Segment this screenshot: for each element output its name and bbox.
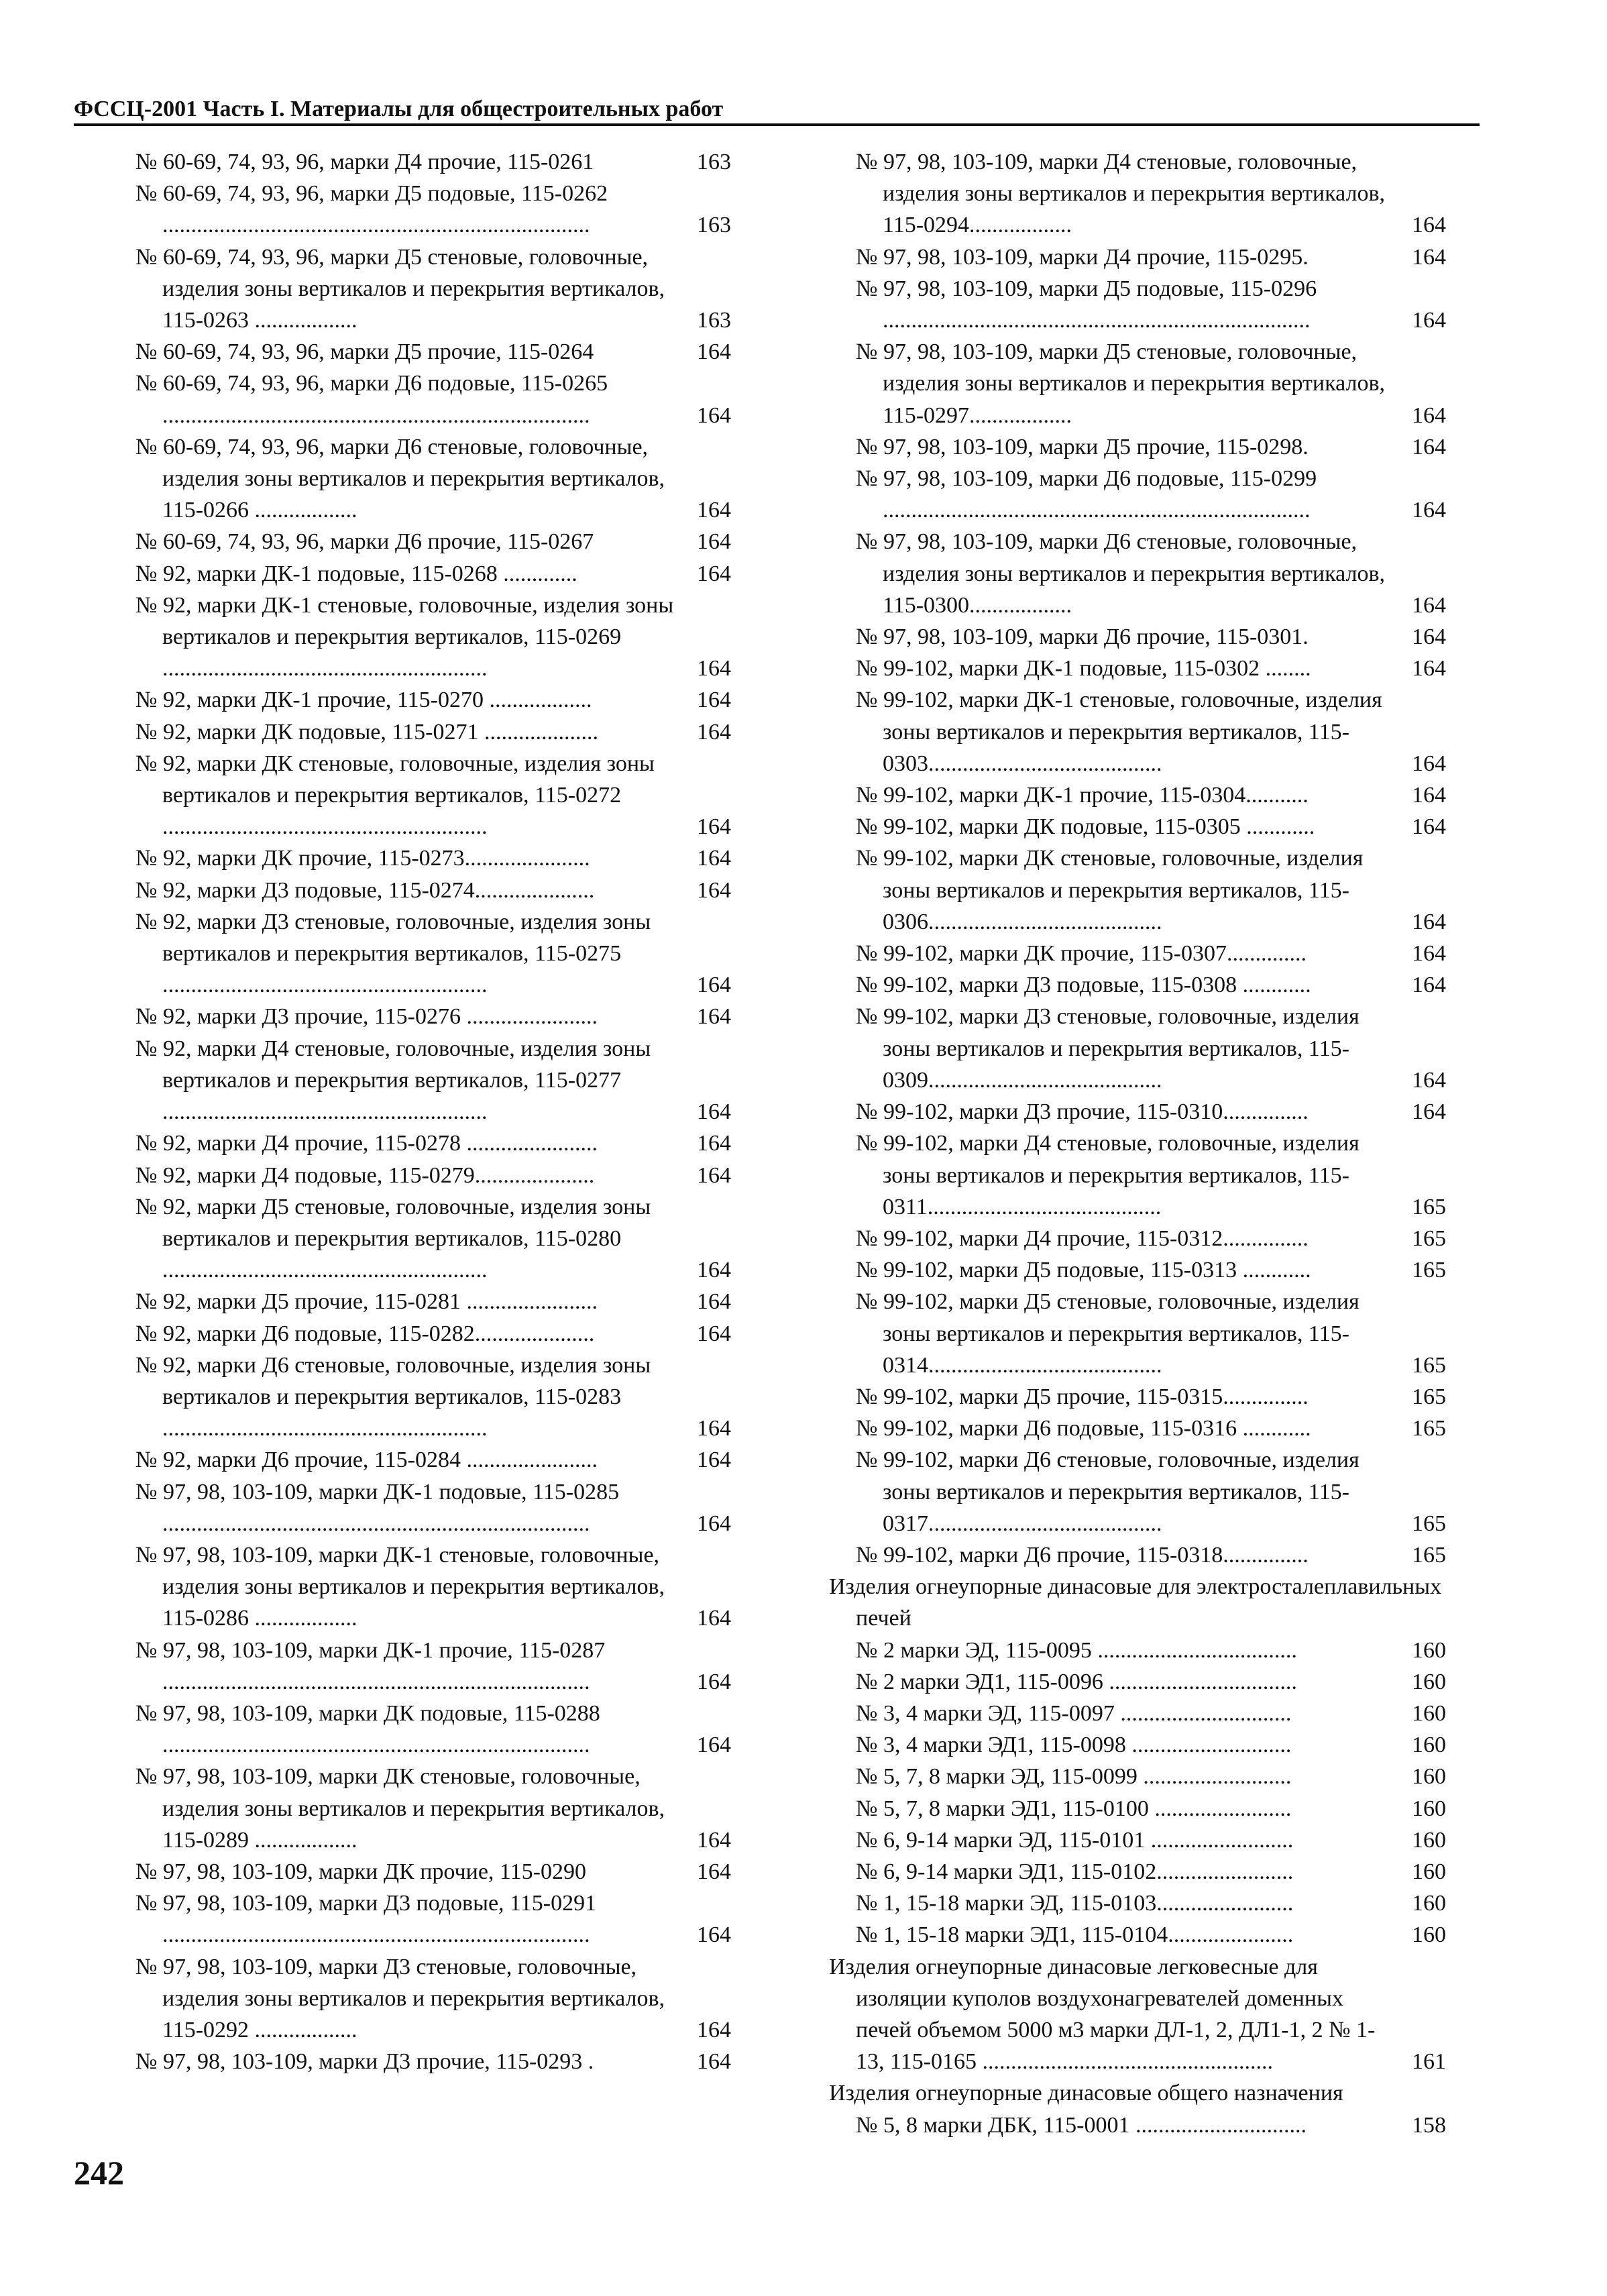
entry-page-number: 164 — [697, 2017, 731, 2042]
index-entry — [135, 1128, 731, 1159]
entry-page-number: 164 — [1412, 783, 1446, 808]
entry-text: № 97, 98, 103-109, марки ДК подовые, 115-0288 ........................................................................... — [135, 1700, 600, 1758]
entry-text: № 97, 98, 103-109, марки ДК-1 подовые, 115-0285 ........................................................................... — [135, 1479, 620, 1536]
entry-page-number: 164 — [697, 688, 731, 713]
entry-text: № 60-69, 74, 93, 96, марки Д6 прочие, 115-0267 — [135, 529, 594, 555]
entry-page-number: 164 — [697, 1258, 731, 1283]
entry-page-number: 164 — [697, 1447, 731, 1473]
entry-text: № 5, 7, 8 марки ЭД, 115-0099 .......................... — [856, 1764, 1292, 1790]
entry-text: № 92, марки Д3 стеновые, головочные, изделия зоны вертикалов и перекрытия вертикалов, 115-0275 ......................................................... — [135, 909, 651, 998]
index-entry — [135, 241, 731, 337]
entry-text: № 97, 98, 103-109, марки Д5 прочие, 115-0298. — [856, 434, 1309, 459]
entry-text: № 99-102, марки Д5 подовые, 115-0313 ............ — [856, 1258, 1311, 1283]
entry-page-number: 164 — [697, 656, 731, 681]
entry-text: № 99-102, марки Д5 стеновые, головочные, изделия зоны вертикалов и перекрытия вертикалов, 115-0314......................................... — [856, 1289, 1360, 1378]
entry-page-number: 158 — [1412, 2112, 1446, 2138]
index-entry — [829, 1698, 1446, 1729]
entry-page-number: 165 — [1412, 1225, 1446, 1251]
entry-page-number: 164 — [697, 1321, 731, 1346]
entry-text: № 60-69, 74, 93, 96, марки Д5 прочие, 115-0264 — [135, 339, 594, 365]
index-entry — [829, 684, 1446, 779]
entry-page-number: 164 — [1412, 909, 1446, 934]
header-title: ФССЦ-2001 Часть I. Материалы для общестроительных работ — [74, 97, 724, 121]
index-entry — [829, 1096, 1446, 1128]
index-entry — [829, 1286, 1446, 1381]
entry-page-number: 164 — [697, 402, 731, 428]
entry-text: № 92, марки Д5 прочие, 115-0281 ....................... — [135, 1289, 598, 1315]
index-entry — [829, 1951, 1446, 2078]
entry-text: № 99-102, марки Д5 прочие, 115-0315............... — [856, 1384, 1309, 1409]
index-entry — [829, 146, 1446, 241]
entry-page-number: 164 — [697, 846, 731, 871]
entry-page-number: 160 — [1412, 1733, 1446, 1758]
index-entry — [829, 1254, 1446, 1286]
entry-page-number: 160 — [1412, 1669, 1446, 1694]
entry-page-number: 165 — [1412, 1194, 1446, 1219]
index-entry — [135, 1539, 731, 1635]
entry-text: № 92, марки Д4 прочие, 115-0278 ....................... — [135, 1131, 598, 1156]
index-entry — [829, 1223, 1446, 1254]
entry-page-number: 164 — [697, 1859, 731, 1884]
entry-text: № 99-102, марки Д3 стеновые, головочные, изделия зоны вертикалов и перекрытия вертикалов, 115-0309......................................... — [856, 1004, 1360, 1093]
entry-text: № 97, 98, 103-109, марки Д3 прочие, 115-0293 . — [135, 2049, 594, 2075]
index-entry — [829, 779, 1446, 811]
entry-text: Изделия огнеупорные динасовые для электросталеплавильных печей — [829, 1574, 1442, 1631]
index-entry — [135, 1191, 731, 1287]
entry-page-number: 164 — [697, 1669, 731, 1694]
entry-page-number: 164 — [1412, 1099, 1446, 1125]
entry-page-number: 164 — [697, 1162, 731, 1188]
entry-text: № 99-102, марки Д4 прочие, 115-0312............... — [856, 1225, 1309, 1251]
entry-page-number: 164 — [1412, 498, 1446, 523]
index-entry — [829, 1001, 1446, 1096]
entry-text: № 92, марки Д5 стеновые, головочные, изделия зоны вертикалов и перекрытия вертикалов, 115-0280 ......................................................... — [135, 1194, 651, 1283]
entry-page-number: 164 — [1412, 244, 1446, 270]
entry-text: № 99-102, марки Д4 стеновые, головочные, изделия зоны вертикалов и перекрытия вертикалов, 115-0311......................................... — [856, 1131, 1360, 1219]
entry-text: Изделия огнеупорные динасовые легковесные для изоляции куполов воздухонагревателей доменных печей объемом 5000 м3 марки ДЛ-1, 2, ДЛ1-1, 2 № 1-13, 115-0165 ................................................... — [829, 1954, 1376, 2075]
entry-text: № 99-102, марки ДК стеновые, головочные, изделия зоны вертикалов и перекрытия вертикалов, 115-0306......................................... — [856, 846, 1364, 934]
entry-page-number: 164 — [697, 814, 731, 840]
index-entry — [829, 969, 1446, 1001]
entry-text: № 99-102, марки Д6 подовые, 115-0316 ............ — [856, 1416, 1311, 1441]
entry-text: № 97, 98, 103-109, марки Д6 подовые, 115-0299 ........................................................................... — [856, 466, 1317, 523]
index-entry — [829, 1793, 1446, 1824]
index-entry — [135, 590, 731, 685]
entry-text: № 99-102, марки Д3 подовые, 115-0308 ............ — [856, 973, 1311, 998]
entry-page-number: 160 — [1412, 1637, 1446, 1663]
entry-page-number: 165 — [1412, 1511, 1446, 1536]
entry-page-number: 164 — [697, 877, 731, 903]
entry-text: № 97, 98, 103-109, марки Д4 прочие, 115-0295. — [856, 244, 1309, 270]
page-header — [74, 89, 1480, 126]
index-entry — [829, 431, 1446, 463]
index-entry — [135, 1033, 731, 1128]
entry-text: № 97, 98, 103-109, марки Д6 стеновые, головочные, изделия зоны вертикалов и перекрытия вертикалов, 115-0300.................. — [856, 529, 1386, 618]
entry-page-number: 165 — [1412, 1258, 1446, 1283]
entry-text: № 1, 15-18 марки ЭД1, 115-0104...................... — [856, 1922, 1294, 1948]
index-entry — [135, 1160, 731, 1191]
index-entry — [135, 1286, 731, 1317]
index-entry — [829, 1888, 1446, 1919]
index-entry — [135, 336, 731, 368]
index-entry — [829, 1729, 1446, 1761]
index-entry — [135, 1318, 731, 1350]
entry-text: № 60-69, 74, 93, 96, марки Д5 стеновые, головочные, изделия зоны вертикалов и перекрытия вертикалов, 115-0263 .................. — [135, 244, 665, 333]
index-entry — [829, 1444, 1446, 1539]
entry-page-number: 164 — [697, 1827, 731, 1853]
index-entry — [135, 146, 731, 178]
entry-page-number: 165 — [1412, 1352, 1446, 1378]
index-entry — [135, 875, 731, 906]
entry-text: № 60-69, 74, 93, 96, марки Д5 подовые, 115-0262 ........................................................................... — [135, 181, 608, 238]
entry-text: № 92, марки Д3 прочие, 115-0276 ....................... — [135, 1004, 598, 1030]
index-entry — [829, 938, 1446, 969]
entry-page-number: 164 — [697, 529, 731, 555]
index-entry — [829, 336, 1446, 431]
entry-page-number: 160 — [1412, 1764, 1446, 1790]
entry-page-number: 164 — [697, 561, 731, 586]
entry-text: № 1, 15-18 марки ЭД, 115-0103........................ — [856, 1891, 1294, 1916]
entry-text: № 92, марки Д6 стеновые, головочные, изделия зоны вертикалов и перекрытия вертикалов, 115-0283 ......................................................... — [135, 1352, 651, 1441]
entry-text: № 99-102, марки Д6 стеновые, головочные, изделия зоны вертикалов и перекрытия вертикалов, 115-0317......................................... — [856, 1447, 1360, 1536]
entry-page-number: 163 — [697, 150, 731, 174]
index-entry — [829, 2077, 1446, 2109]
index-entry — [135, 906, 731, 1001]
index-entry — [135, 558, 731, 590]
entry-page-number: 165 — [1412, 1416, 1446, 1441]
entry-page-number: 165 — [1412, 1542, 1446, 1568]
index-entry — [829, 241, 1446, 273]
entry-page-number: 164 — [1412, 656, 1446, 681]
entry-page-number: 164 — [1412, 751, 1446, 776]
entry-text: № 99-102, марки Д6 прочие, 115-0318............... — [856, 1542, 1309, 1568]
index-entry — [135, 716, 731, 748]
entry-text: № 99-102, марки ДК-1 подовые, 115-0302 ........ — [856, 656, 1311, 681]
entry-page-number: 164 — [697, 1131, 731, 1156]
index-entry — [829, 1571, 1446, 1634]
index-entry — [135, 1856, 731, 1888]
entry-text: № 3, 4 марки ЭД, 115-0097 .............................. — [856, 1700, 1292, 1726]
entry-text: № 99-102, марки ДК прочие, 115-0307.............. — [856, 941, 1307, 967]
index-entry — [829, 653, 1446, 684]
index-entry — [829, 526, 1446, 621]
entry-page-number: 164 — [697, 1733, 731, 1758]
entry-page-number: 164 — [1412, 624, 1446, 650]
index-entry — [829, 1635, 1446, 1666]
entry-text: № 2 марки ЭД, 115-0095 ................................... — [856, 1637, 1297, 1663]
index-entry — [135, 1888, 731, 1951]
entry-text: № 97, 98, 103-109, марки ДК стеновые, головочные, изделия зоны вертикалов и перекрытия вертикалов, 115-0289 .................. — [135, 1764, 665, 1853]
entry-page-number: 160 — [1412, 1827, 1446, 1853]
entry-text: № 5, 7, 8 марки ЭД1, 115-0100 ........................ — [856, 1796, 1292, 1821]
entry-text: № 60-69, 74, 93, 96, марки Д6 подовые, 115-0265 ........................................................................... — [135, 371, 608, 428]
index-entry — [829, 463, 1446, 526]
index-entry — [829, 1856, 1446, 1888]
entry-page-number: 164 — [697, 973, 731, 998]
index-entry — [829, 842, 1446, 938]
index-entry — [829, 811, 1446, 842]
entry-text: № 60-69, 74, 93, 96, марки Д4 прочие, 115-0261 — [135, 150, 594, 174]
entry-page-number: 160 — [1412, 1922, 1446, 1948]
entry-page-number: 160 — [1412, 1700, 1446, 1726]
entry-text: № 92, марки Д6 подовые, 115-0282..................... — [135, 1321, 595, 1346]
index-entry — [135, 368, 731, 431]
entry-text: № 97, 98, 103-109, марки Д4 стеновые, головочные, изделия зоны вертикалов и перекрытия вертикалов, 115-0294.................. — [856, 150, 1386, 238]
right-index-column — [829, 146, 1446, 2141]
entry-text: № 92, марки Д4 подовые, 115-0279..................... — [135, 1162, 595, 1188]
entry-text: № 92, марки ДК стеновые, головочные, изделия зоны вертикалов и перекрытия вертикалов, 115-0272 ......................................................... — [135, 751, 655, 840]
entry-text: № 97, 98, 103-109, марки Д6 прочие, 115-0301. — [856, 624, 1309, 650]
entry-text: № 92, марки Д4 стеновые, головочные, изделия зоны вертикалов и перекрытия вертикалов, 115-0277 ......................................................... — [135, 1036, 651, 1125]
entry-page-number: 164 — [697, 1606, 731, 1631]
index-entry — [135, 1444, 731, 1476]
index-entry — [135, 1698, 731, 1761]
entry-text: № 92, марки Д3 подовые, 115-0274..................... — [135, 877, 595, 903]
entry-text: № 6, 9-14 марки ЭД1, 115-0102........................ — [856, 1859, 1294, 1884]
entry-page-number: 164 — [1412, 814, 1446, 840]
entry-text: № 97, 98, 103-109, марки ДК-1 стеновые, головочные, изделия зоны вертикалов и перекрытия вертикалов, 115-0286 .................. — [135, 1542, 665, 1631]
index-entry — [135, 1951, 731, 2046]
index-entry — [135, 431, 731, 527]
entry-text: № 99-102, марки Д3 прочие, 115-0310............... — [856, 1099, 1309, 1125]
index-entry — [135, 526, 731, 557]
entry-text: № 92, марки ДК-1 подовые, 115-0268 ............. — [135, 561, 577, 586]
entry-text: № 92, марки ДК подовые, 115-0271 .................... — [135, 719, 598, 745]
entry-page-number: 164 — [697, 1416, 731, 1441]
entry-text: № 92, марки ДК-1 прочие, 115-0270 .................. — [135, 688, 592, 713]
entry-page-number: 164 — [1412, 308, 1446, 333]
entry-page-number: 164 — [1412, 434, 1446, 459]
index-entry — [829, 621, 1446, 653]
index-entry — [135, 1476, 731, 1539]
entry-page-number: 164 — [1412, 941, 1446, 967]
entry-page-number: 164 — [697, 2049, 731, 2075]
entry-page-number: 165 — [1412, 1384, 1446, 1409]
entry-text: № 97, 98, 103-109, марки Д5 стеновые, головочные, изделия зоны вертикалов и перекрытия вертикалов, 115-0297.................. — [856, 339, 1386, 428]
entry-text: № 99-102, марки ДК-1 прочие, 115-0304........... — [856, 783, 1309, 808]
entry-text: Изделия огнеупорные динасовые общего назначения — [829, 2081, 1343, 2106]
entry-page-number: 164 — [1412, 402, 1446, 428]
index-entry — [135, 2046, 731, 2077]
entry-page-number: 164 — [697, 1099, 731, 1125]
index-entry — [135, 1635, 731, 1698]
index-entry — [135, 1761, 731, 1856]
entry-page-number: 160 — [1412, 1796, 1446, 1821]
index-entry — [829, 1666, 1446, 1698]
index-entry — [829, 1824, 1446, 1856]
index-entry — [829, 273, 1446, 336]
entry-text: № 2 марки ЭД1, 115-0096 ................................. — [856, 1669, 1297, 1694]
entry-text: № 92, марки ДК-1 стеновые, головочные, изделия зоны вертикалов и перекрытия вертикалов, 115-0269 ......................................................... — [135, 592, 674, 681]
entry-text: № 3, 4 марки ЭД1, 115-0098 ............................ — [856, 1733, 1292, 1758]
entry-page-number: 164 — [697, 1511, 731, 1536]
entry-text: № 97, 98, 103-109, марки Д3 стеновые, головочные, изделия зоны вертикалов и перекрытия вертикалов, 115-0292 .................. — [135, 1954, 665, 2042]
entry-page-number: 164 — [697, 498, 731, 523]
index-entry — [829, 1413, 1446, 1444]
index-entry — [829, 1919, 1446, 1951]
index-entry — [829, 1539, 1446, 1571]
entry-text: № 92, марки Д6 прочие, 115-0284 ....................... — [135, 1447, 598, 1473]
index-entry — [829, 1128, 1446, 1223]
index-entry — [135, 1350, 731, 1445]
entry-text: № 99-102, марки ДК-1 стеновые, головочные, изделия зоны вертикалов и перекрытия вертикалов, 115-0303......................................... — [856, 688, 1382, 776]
index-entry — [135, 1001, 731, 1032]
entry-page-number: 164 — [697, 1004, 731, 1030]
left-index-column — [135, 146, 731, 2077]
page-number: 242 — [74, 2154, 124, 2191]
entry-page-number: 164 — [697, 719, 731, 745]
entry-text: № 97, 98, 103-109, марки ДК-1 прочие, 115-0287 ........................................................................... — [135, 1637, 606, 1694]
index-entry — [829, 1381, 1446, 1413]
entry-text: № 92, марки ДК прочие, 115-0273...................... — [135, 846, 590, 871]
entry-page-number: 161 — [1412, 2049, 1446, 2075]
entry-page-number: 163 — [697, 308, 731, 333]
entry-page-number: 164 — [697, 1922, 731, 1948]
entry-page-number: 164 — [697, 339, 731, 365]
entry-page-number: 163 — [697, 213, 731, 238]
entry-page-number: 160 — [1412, 1891, 1446, 1916]
entry-text: № 97, 98, 103-109, марки ДК прочие, 115-0290 — [135, 1859, 586, 1884]
entry-text: № 6, 9-14 марки ЭД, 115-0101 ......................... — [856, 1827, 1294, 1853]
entry-page-number: 164 — [1412, 1067, 1446, 1093]
entry-text: № 99-102, марки ДК подовые, 115-0305 ............ — [856, 814, 1315, 840]
entry-page-number: 164 — [1412, 213, 1446, 238]
entry-page-number: 160 — [1412, 1859, 1446, 1884]
entry-page-number: 164 — [1412, 592, 1446, 618]
entry-page-number: 164 — [1412, 973, 1446, 998]
index-entry — [135, 748, 731, 843]
index-entry — [135, 684, 731, 716]
entry-text: № 97, 98, 103-109, марки Д3 подовые, 115-0291 ........................................................................... — [135, 1891, 597, 1948]
entry-text: № 97, 98, 103-109, марки Д5 подовые, 115-0296 ........................................................................... — [856, 276, 1317, 333]
index-entry — [829, 2110, 1446, 2141]
entry-text: № 5, 8 марки ДБК, 115-0001 .............................. — [856, 2112, 1307, 2138]
index-entry — [829, 1761, 1446, 1792]
index-entry — [135, 842, 731, 874]
index-entry — [135, 178, 731, 241]
entry-text: № 60-69, 74, 93, 96, марки Д6 стеновые, головочные, изделия зоны вертикалов и перекрытия вертикалов, 115-0266 .................. — [135, 434, 665, 523]
entry-page-number: 164 — [697, 1289, 731, 1315]
